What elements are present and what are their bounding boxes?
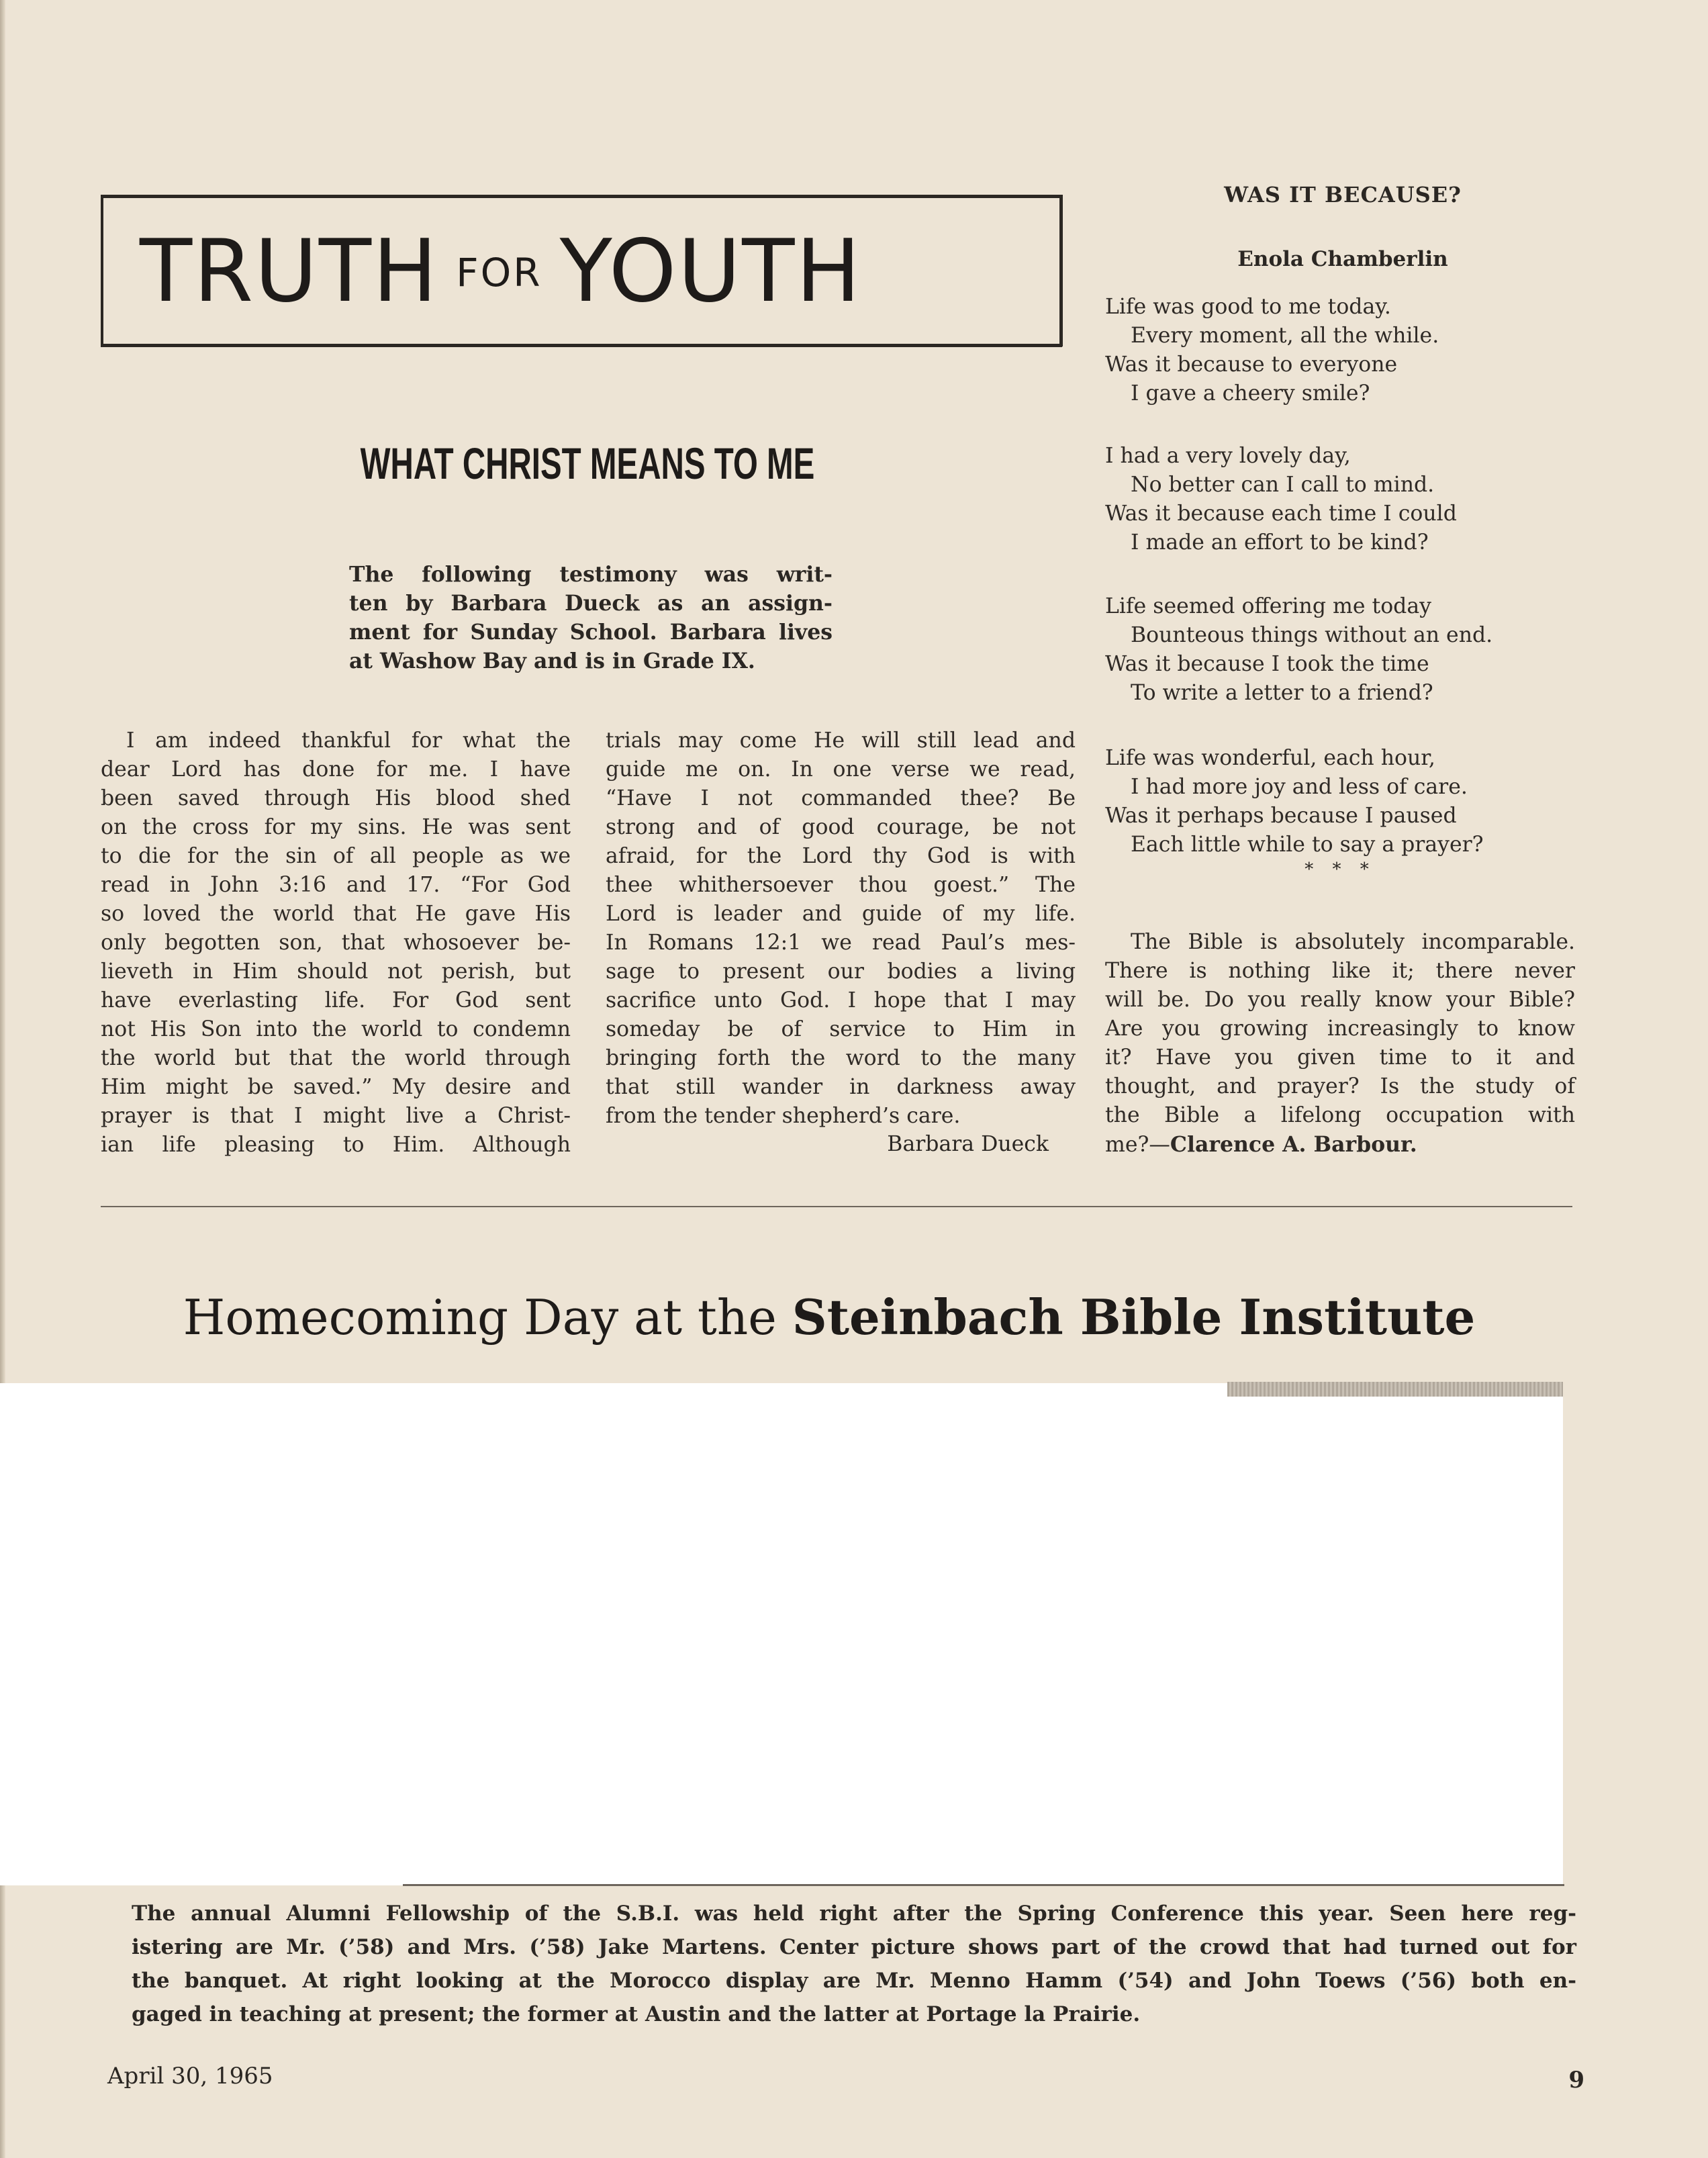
text-line: on the cross for my sins. He was sent — [101, 815, 571, 839]
masthead-word-for: FOR — [456, 250, 542, 295]
poem-line: Bounteous things without an end. — [1131, 623, 1493, 647]
text-line: that still wander in darkness away — [606, 1075, 1076, 1099]
poem-line: I made an effort to be kind? — [1131, 530, 1429, 555]
text-line: thought, and prayer? Is the study of — [1105, 1074, 1575, 1098]
homecoming-title-part2: Steinbach Bible Institute — [792, 1288, 1476, 1346]
text-line: afraid, for the Lord thy God is with — [606, 844, 1076, 868]
poem-stanza — [1105, 744, 1588, 859]
text-line: guide me on. In one verse we read, — [606, 757, 1076, 782]
poem-line: Every moment, all the while. — [1131, 324, 1439, 348]
poem-line: I gave a cheery smile? — [1131, 381, 1370, 406]
caption-line: istering are Mr. (’58) and Mrs. (’58) Jake Martens. Center picture shows part of the crowd that had turned out for — [132, 1935, 1576, 1959]
homecoming-title-part1: Homecoming Day at the — [183, 1289, 777, 1346]
caption-line: The annual Alumni Fellowship of the S.B.I. was held right after the Spring Conference this year. Seen here reg- — [132, 1902, 1576, 1926]
text-line: “Have I not commanded thee? Be — [606, 786, 1076, 810]
masthead-title — [140, 222, 1039, 338]
masthead-rule-bottom — [101, 344, 1062, 347]
poem-author: Enola Chamberlin — [1237, 247, 1448, 271]
poem-line: Was it because to everyone — [1105, 353, 1398, 377]
footer-date: April 30, 1965 — [107, 2063, 273, 2090]
section-separator-stars: * * * — [1304, 859, 1376, 880]
poem-line: Was it because I took the time — [1105, 652, 1429, 676]
poem-line: Was it because each time I could — [1105, 502, 1457, 526]
article-column-2 — [606, 726, 1076, 1131]
text-line-final — [1105, 1130, 1575, 1160]
poem-line: No better can I call to mind. — [1131, 473, 1435, 497]
intro-line: ment for Sunday School. Barbara lives — [349, 620, 833, 645]
poem-title: WAS IT BECAUSE? — [1224, 182, 1462, 207]
quote-end-text: me?— — [1105, 1133, 1170, 1157]
text-line: it? Have you given time to it and — [1105, 1045, 1575, 1070]
text-line: bringing forth the word to the many — [606, 1046, 1076, 1070]
article-headline: WHAT CHRIST MEANS TO ME — [360, 438, 815, 488]
poem-stanza — [1105, 592, 1588, 708]
text-line: In Romans 12:1 we read Paul’s mes- — [606, 931, 1076, 955]
text-line: the Bible a lifelong occupation with — [1105, 1103, 1575, 1127]
text-line: so loved the world that He gave His — [101, 902, 571, 926]
text-line: I am indeed thankful for what the — [126, 729, 571, 753]
poem-line: I had more joy and less of care. — [1131, 775, 1468, 799]
text-line: Him might be saved.” My desire and — [101, 1075, 571, 1099]
text-line: prayer is that I might live a Christ- — [101, 1104, 571, 1128]
text-line: have everlasting life. For God sent — [101, 988, 571, 1013]
intro-line: at Washow Bay and is in Grade IX. — [349, 649, 755, 673]
text-line: not His Son into the world to condemn — [101, 1017, 571, 1041]
article-column-1 — [101, 726, 571, 1160]
text-line: read in John 3:16 and 17. “For God — [101, 873, 571, 897]
photo-bottom-rule — [403, 1884, 1564, 1886]
text-line: trials may come He will still lead and — [606, 729, 1076, 753]
text-line: ian life pleasing to Him. Although — [101, 1133, 571, 1157]
text-line: There is nothing like it; there never — [1105, 959, 1575, 983]
photo-edge — [1227, 1382, 1563, 1397]
poem-line: Each little while to say a prayer? — [1131, 833, 1484, 857]
masthead-rule-left — [101, 195, 103, 346]
text-line: dear Lord has done for me. I have — [101, 757, 571, 782]
masthead-word-truth: TRUTH — [140, 222, 439, 322]
text-line: The Bible is absolutely incomparable. — [1131, 930, 1575, 954]
photo-area — [0, 1383, 1563, 1885]
text-line: the world but that the world through — [101, 1046, 571, 1070]
masthead-word-youth: YOUTH — [559, 222, 862, 322]
text-line: thee whithersoever thou goest.” The — [606, 873, 1076, 897]
poem-stanza — [1105, 293, 1588, 408]
text-line: from the tender shepherd’s care. — [606, 1104, 961, 1128]
page-number: 9 — [1568, 2067, 1584, 2094]
poem-line: I had a very lovely day, — [1105, 444, 1351, 468]
text-line: to die for the sin of all people as we — [101, 844, 571, 868]
text-line: strong and of good courage, be not — [606, 815, 1076, 839]
caption-line: gaged in teaching at present; the former at Austin and the latter at Portage la Prairie. — [132, 2002, 1141, 2026]
section-divider — [101, 1206, 1572, 1207]
caption-line: the banquet. At right looking at the Morocco display are Mr. Menno Hamm (’54) and John Toews (’56) both en- — [132, 1969, 1576, 1993]
homecoming-headline — [101, 1284, 1558, 1351]
text-line: only begotten son, that whosoever be- — [101, 931, 571, 955]
poem-line: Life was wonderful, each hour, — [1105, 746, 1435, 770]
article-signature: Barbara Dueck — [887, 1132, 1049, 1156]
text-line: sacrifice unto God. I hope that I may — [606, 988, 1076, 1013]
text-line: lieveth in Him should not perish, but — [101, 959, 571, 984]
poem-line: Life was good to me today. — [1105, 295, 1391, 319]
intro-line: The following testimony was writ- — [349, 562, 833, 587]
text-line: will be. Do you really know your Bible? — [1105, 988, 1575, 1012]
photo-caption — [132, 1897, 1576, 2031]
masthead-rule-right — [1059, 195, 1063, 346]
text-line: someday be of service to Him in — [606, 1017, 1076, 1041]
section-masthead — [101, 195, 1062, 348]
text-line: been saved through His blood shed — [101, 786, 571, 810]
poem-line: To write a letter to a friend? — [1131, 681, 1433, 705]
poem-stanza — [1105, 442, 1588, 557]
poem-line: Was it perhaps because I paused — [1105, 804, 1457, 828]
article-intro — [349, 560, 833, 675]
text-line: sage to present our bodies a living — [606, 959, 1076, 984]
masthead-rule-top — [101, 195, 1062, 198]
intro-line: ten by Barbara Dueck as an assign- — [349, 591, 833, 616]
text-line: Are you growing increasingly to know — [1105, 1017, 1575, 1041]
text-line: Lord is leader and guide of my life. — [606, 902, 1076, 926]
poem-line: Life seemed offering me today — [1105, 594, 1431, 618]
bible-quote — [1105, 928, 1575, 1160]
quote-attribution: Clarence A. Barbour. — [1170, 1132, 1417, 1157]
